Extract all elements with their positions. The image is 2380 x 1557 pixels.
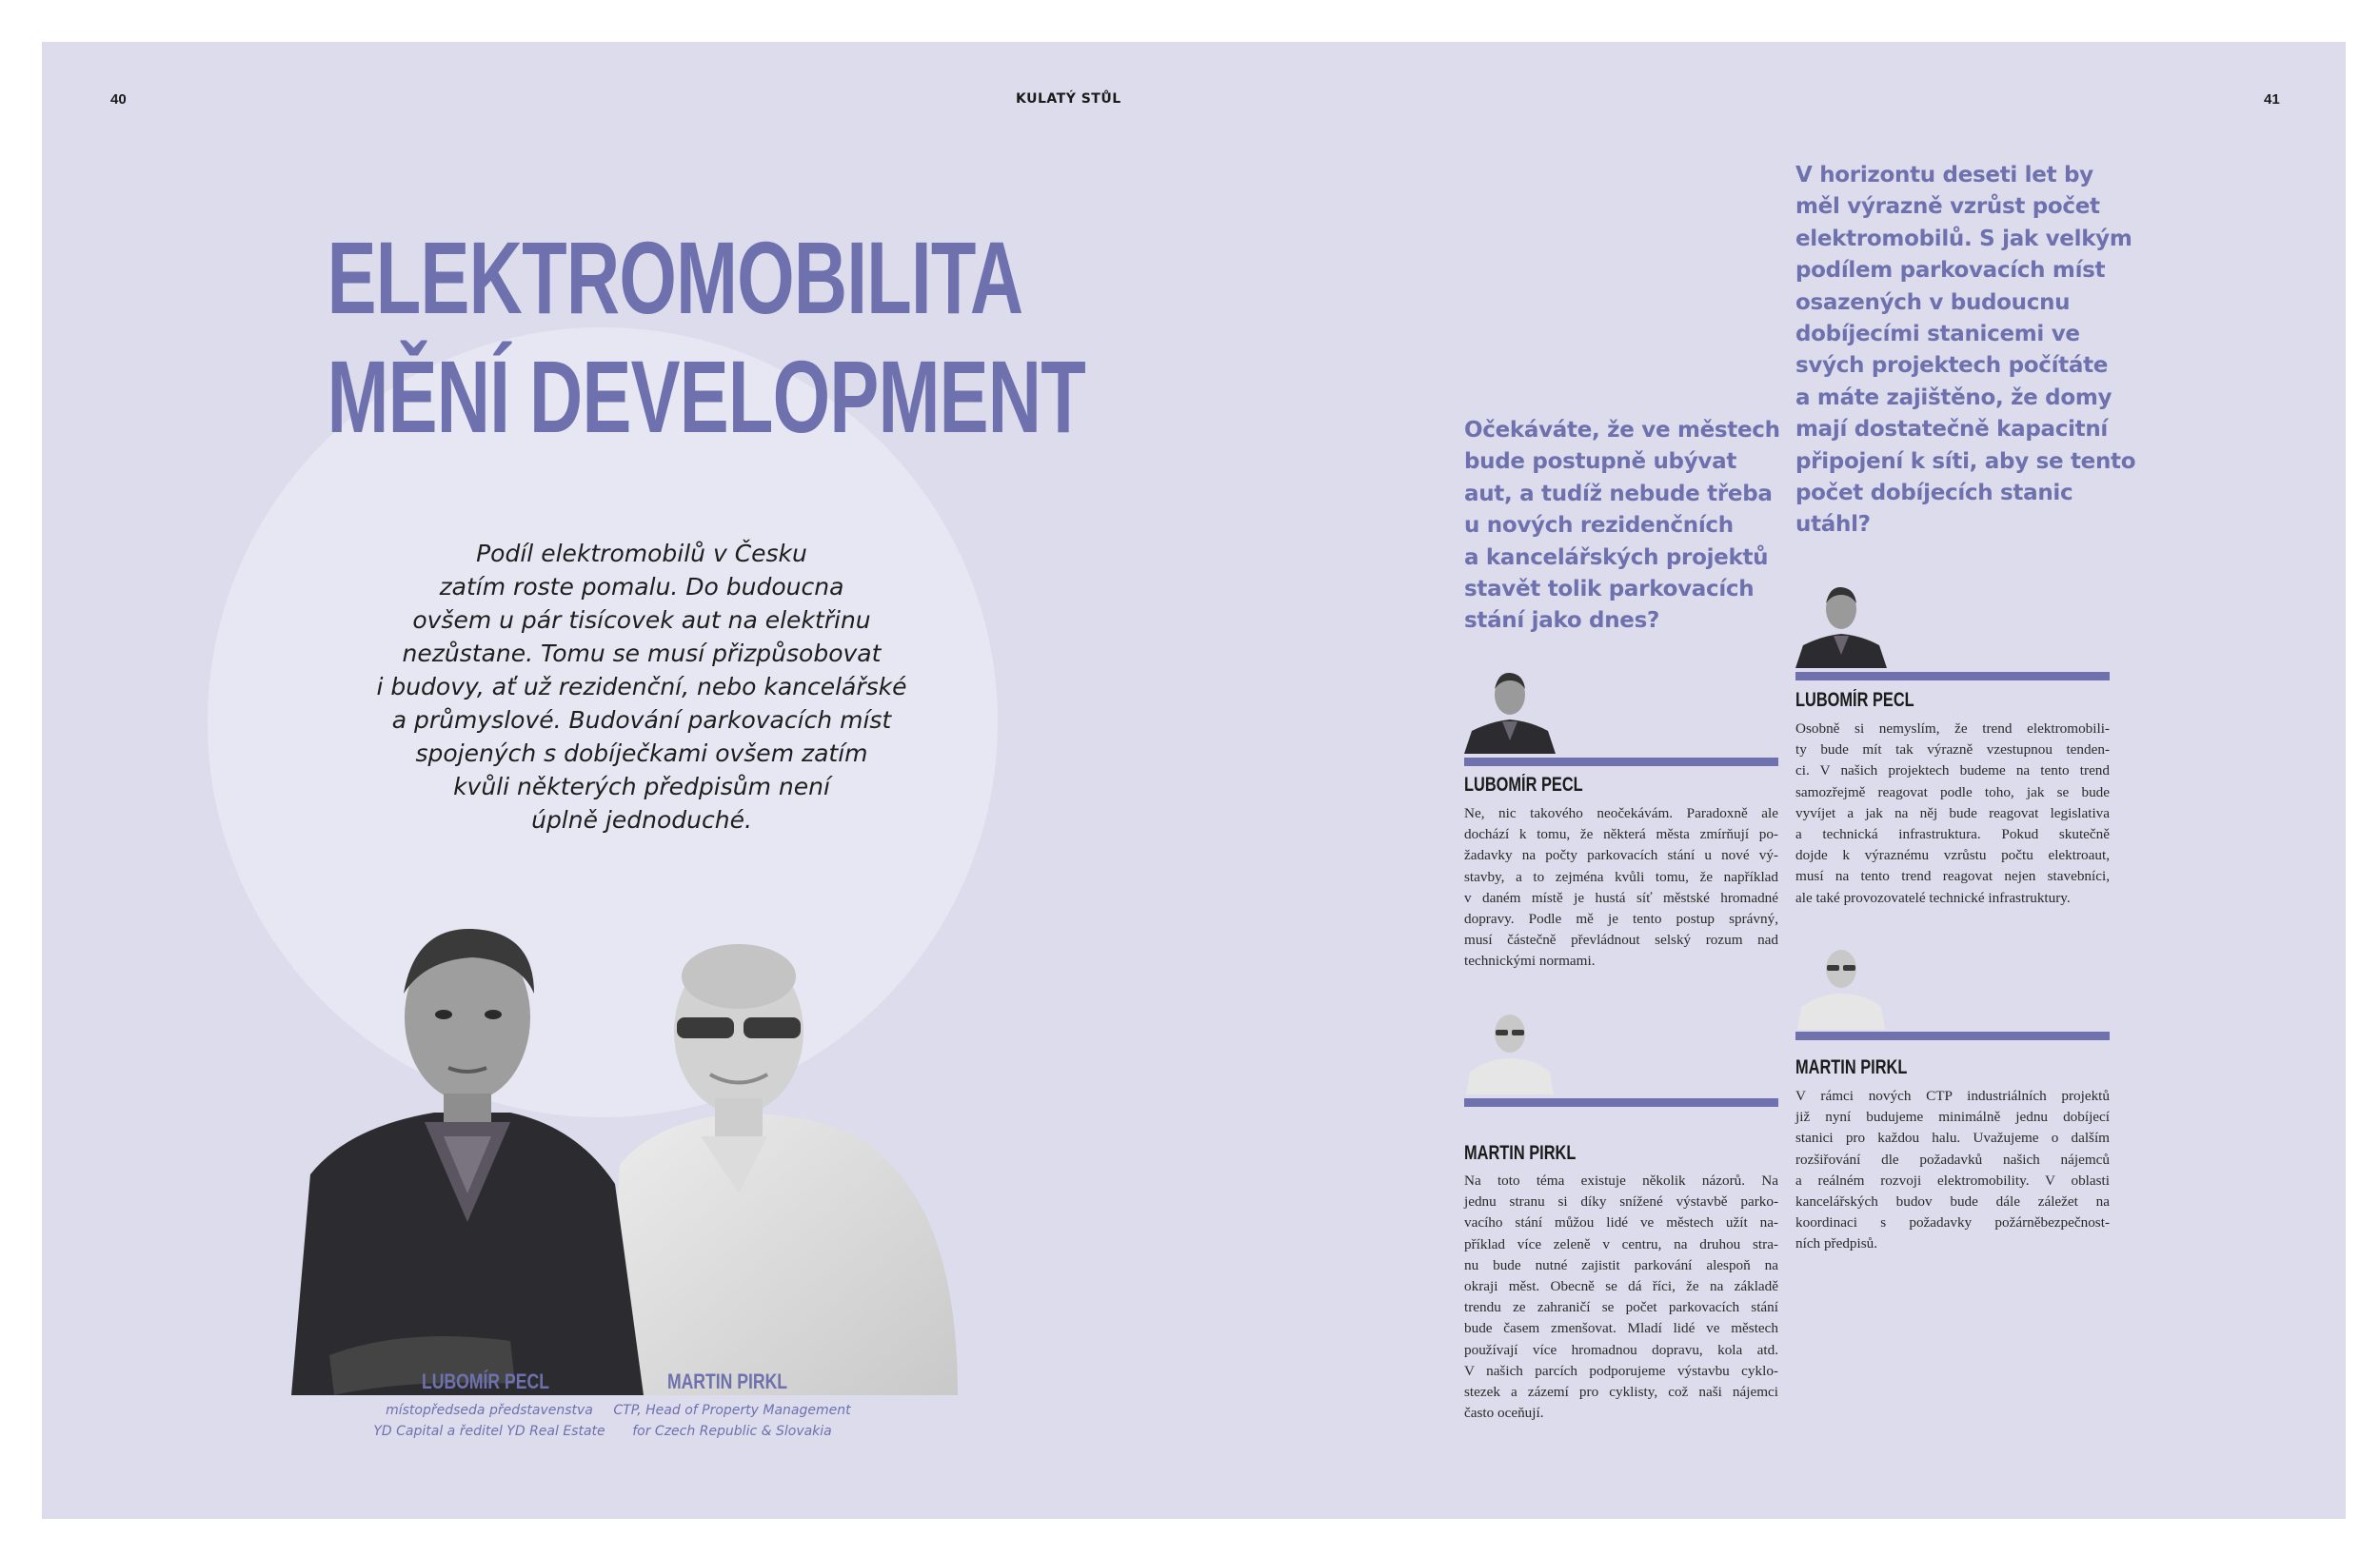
answer-line: Ne, nic takového neočekávám. Paradoxně ale [1464,805,1778,821]
answer-line: musí částečně převládnout selský rozum nad [1464,932,1778,949]
answer-line: ních předpisů. [1795,1235,1878,1252]
answer-line: dopravy. Podle mě je tento postup správný, [1464,911,1778,928]
question-1 [1464,415,1780,638]
answer-text [1464,803,1778,973]
caption-name-pecl: LUBOMÍR PECL [422,1370,549,1393]
answer-line: a reálném rozvoji elektromobility. V oblasti [1795,1172,2110,1189]
answer-line: samozřejmě reagovat podle toho, jak se bude [1795,783,2110,800]
answer-line: používají více hromadnou dopravu, kola atd. [1464,1341,1778,1358]
question-line: připojení k síti, aby se tento [1795,448,2136,474]
question-line: podílem parkovacích míst [1795,258,2106,284]
lubomir-pecl-thumbnail [1795,577,1887,668]
lead-line: ovšem u pár tisícovek aut na elektřinu [412,606,871,634]
lead-line: úplně jednoduché. [531,806,752,834]
question-line: utáhl? [1795,512,1871,538]
answer-line: V našich parcích podporujeme výstavbu cyklo- [1464,1362,1778,1379]
answer-line: často oceňují. [1464,1405,1544,1422]
lead-line: i budovy, ať už rezidenční, nebo kancelářské [376,673,907,700]
magazine-spread [42,42,2346,1519]
question-line: počet dobíjecích stanic [1795,481,2073,506]
answer-line: vyvíjet a jak na něj bude reagovat legislativa [1795,804,2110,821]
caption-role-line: YD Capital a ředitel YD Real Estate [373,1424,605,1439]
lubomir-pecl-thumbnail [1464,662,1556,754]
question-line: dobíjecími stanicemi ve [1795,322,2080,347]
article-title-line: MĚNÍ DEVELOPMENT [327,339,1085,454]
lead-line: spojených s dobíječkami ovšem zatím [415,739,868,767]
question-line: u nových rezidenčních [1464,513,1734,539]
question-line: osazených v budoucnu [1795,289,2071,315]
answer-line: stezek a zázemí pro cyklisty, což naši nájemci [1464,1384,1778,1401]
answer-line: V rámci nových CTP industriálních projektů [1795,1088,2110,1104]
answer-line: jednu stranu si díky snížené výstavbě parko- [1464,1193,1778,1211]
answer-speaker: LUBOMÍR PECL [1795,689,1914,711]
question-line: elektromobilů. S jak velkým [1795,226,2132,251]
divider-bar [1795,672,2110,680]
question-line: Očekáváte, že ve městech [1464,418,1780,443]
caption-role-line: for Czech Republic & Slovakia [632,1424,832,1439]
lead-line: a průmyslové. Budování parkovacích míst [391,706,892,734]
martin-pirkl-thumbnail [1795,938,1887,1030]
caption-role-pirkl [570,1400,894,1442]
answer-line: musí na tento trend reagovat nejen stavebníci, [1795,868,2110,885]
answer-line: v daném místě je hustá síť městské hromadné [1464,889,1778,906]
question-line: aut, a tudíž nebude třeba [1464,481,1773,506]
interviewees-photo [291,908,996,1395]
answer-line: již nyní budujeme minimálně jednu dobíjecí [1795,1109,2110,1126]
lubomir-pecl-portrait [291,929,644,1395]
answer-line: dochází k tomu, že některá města zmírňují po- [1464,826,1778,843]
answer-speaker: LUBOMÍR PECL [1464,774,1583,796]
answer-line: ci. V našich projektech budeme na tento trend [1795,762,2110,779]
answer-line: kancelářských budov bude dále záležet na [1795,1193,2110,1211]
answer-line: stanici pro každou halu. Uvažujeme o dalším [1795,1130,2110,1147]
answer-line: rozšiřování dle požadavků našich nájemců [1795,1151,2110,1168]
answer-line: nu bude nutné zajistit parkování alespoň na [1464,1256,1778,1273]
question-line: svých projektech počítáte [1795,353,2109,379]
answer-line: technickými normami. [1464,953,1596,970]
divider-bar [1795,1032,2110,1040]
caption-name-pirkl: MARTIN PIRKL [666,1370,788,1393]
answer-speaker: MARTIN PIRKL [1464,1142,1577,1164]
answer-line: žadavky na počty parkovacích stání u nové vý- [1464,847,1778,864]
answer-text [1795,1086,2110,1255]
lead-line: zatím roste pomalu. Do budoucna [439,573,844,601]
lead-line: Podíl elektromobilů v Česku [476,540,807,567]
lead-line: kvůli některých předpisům není [453,773,830,800]
caption-role-line: CTP, Head of Property Management [613,1403,851,1418]
page-number-right: 41 [2264,91,2280,108]
question-line: stavět tolik parkovacích [1464,577,1755,602]
question-line: stání jako dnes? [1464,608,1660,634]
martin-pirkl-portrait [605,944,958,1395]
question-line: měl výrazně vzrůst počet [1795,194,2100,220]
article-lead [356,537,927,837]
answer-line: bude časem zmenšovat. Mladí lidé ve městech [1464,1320,1778,1337]
answer-line: koordinaci s požadavky požárněbezpečnost- [1795,1214,2110,1232]
answer-line: stavby, a to zejména kvůli tomu, že například [1464,868,1778,885]
answer-text [1795,719,2110,909]
question-line: bude postupně ubývat [1464,449,1737,475]
question-line: mají dostatečně kapacitní [1795,417,2109,443]
answer-line: ty bude mít tak výrazně vzestupnou tenden- [1795,741,2110,759]
page-number-left: 40 [110,91,127,108]
answer-line: dojde k výraznému vzrůstu počtu elektroaut, [1795,847,2110,864]
lead-line: nezůstane. Tomu se musí přizpůsobovat [402,640,882,667]
caption-role-line: místopředseda představenstva [386,1403,593,1418]
section-title: KULATÝ STŮL [1016,91,1121,107]
answer-line: okraji měst. Obecně se dá říci, že na základě [1464,1278,1778,1295]
answer-text [1464,1171,1778,1424]
martin-pirkl-thumbnail [1464,1003,1556,1094]
divider-bar [1464,758,1778,766]
answer-line: Na toto téma existuje několik názorů. Na [1464,1173,1778,1189]
answer-line: Osobně si nemyslím, že trend elektromobili- [1795,720,2110,737]
answer-line: vacího stání můžou lidé ve městech užít na- [1464,1214,1778,1232]
answer-speaker: MARTIN PIRKL [1795,1056,1908,1078]
question-line: a kancelářských projektů [1464,544,1769,570]
answer-line: ale také provozovatelé technické infrastruktury. [1795,889,2071,906]
answer-line: a technická infrastruktura. Pokud skutečně [1795,826,2110,843]
answer-line: trendu ze zahraničí se počet parkovacích stání [1464,1299,1778,1316]
question-2 [1795,160,2135,542]
article-title-line: ELEKTROMOBILITA [327,220,1023,335]
divider-bar [1464,1098,1778,1107]
question-line: V horizontu deseti let by [1795,163,2093,187]
question-line: a máte zajištěno, že domy [1795,384,2112,410]
answer-line: příklad více zeleně v centru, na druhou stra- [1464,1235,1778,1252]
article-title [327,218,1085,456]
